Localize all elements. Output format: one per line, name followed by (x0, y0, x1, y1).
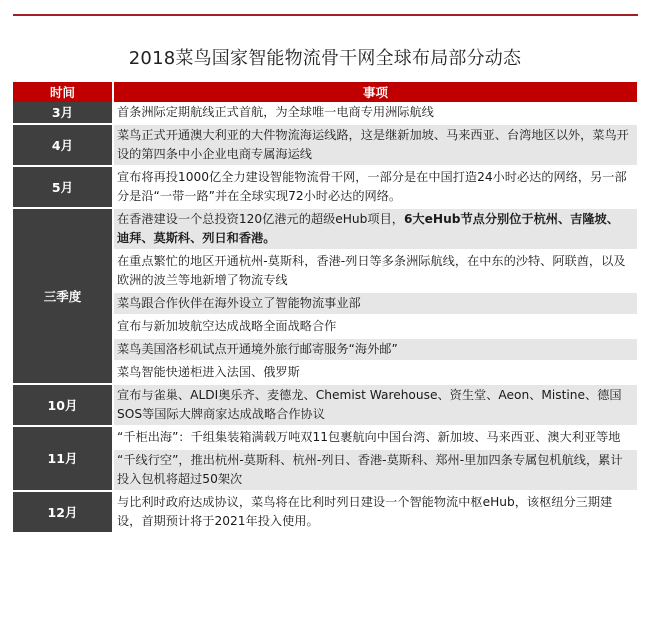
event-cell (113, 361, 637, 384)
timeline-table (13, 82, 637, 534)
time-cell: 4月 (13, 124, 113, 166)
event-cell (113, 124, 637, 166)
event-cell (113, 166, 637, 208)
event-cell (113, 384, 637, 426)
event-cell (113, 315, 637, 338)
event-cell (113, 426, 637, 449)
table-row (13, 426, 637, 449)
event-cell (113, 491, 637, 533)
event-text-bold: 6大eHub节点分别位于杭州、吉隆坡、迪拜、莫斯科、列日和香港。 (117, 212, 619, 245)
event-cell (113, 338, 637, 361)
event-cell (113, 250, 637, 292)
event-text: “千柜出海”：千组集装箱满载万吨双11包裹航向中国台湾、新加坡、马来西亚、澳大利亚等地 (117, 430, 621, 444)
event-text: 菜鸟正式开通澳大利亚的大件物流海运线路，这是继新加坡、马来西亚、台湾地区以外，菜鸟开设的第四条中小企业电商专属海运线 (117, 128, 629, 161)
header-event: 事项 (113, 82, 637, 102)
event-text: 菜鸟美国洛杉矶试点开通境外旅行邮寄服务“海外邮” (117, 342, 398, 356)
event-cell (113, 292, 637, 315)
time-cell: 3月 (13, 102, 113, 124)
event-text: 菜鸟智能快递柜进入法国、俄罗斯 (117, 365, 300, 379)
event-text: 与比利时政府达成协议，菜鸟将在比利时列日建设一个智能物流中枢eHub，该枢纽分三期建设，首期预计将于2021年投入使用。 (117, 495, 613, 528)
event-text: 在重点繁忙的地区开通杭州-莫斯科，香港-列日等多条洲际航线，在中东的沙特、阿联酋，以及欧洲的波兰等地新增了物流专线 (117, 254, 626, 287)
event-text: 菜鸟跟合作伙伴在海外设立了智能物流事业部 (117, 296, 361, 310)
table-row (13, 384, 637, 426)
table-row (13, 491, 637, 533)
event-text: 首条洲际定期航线正式首航，为全球唯一电商专用洲际航线 (117, 105, 434, 119)
event-text: 宣布与新加坡航空达成战略全面战略合作 (117, 319, 337, 333)
event-text: 宣布与雀巢、ALDI奥乐齐、麦德龙、Chemist Warehouse、资生堂、Aeon、Mistine、德国SOS等国际大牌商家达成战略合作协议 (117, 388, 622, 421)
table-row (13, 102, 637, 124)
header-time: 时间 (13, 82, 113, 102)
time-cell: 三季度 (13, 208, 113, 384)
table-row (13, 208, 637, 250)
event-cell (113, 102, 637, 124)
table-row (13, 166, 637, 208)
time-cell: 10月 (13, 384, 113, 426)
page-title: 2018菜鸟国家智能物流骨干网全球布局部分动态 (128, 48, 522, 69)
event-cell (113, 208, 637, 250)
event-text: 在香港建设一个总投资120亿港元的超级eHub项目， (117, 212, 404, 226)
event-text: 宣布将再投1000亿全力建设智能物流骨干网，一部分是在中国打造24小时必达的网络，另一部分是沿“一带一路”并在全球实现72小时必达的网络。 (117, 170, 627, 203)
time-cell: 11月 (13, 426, 113, 491)
time-cell: 5月 (13, 166, 113, 208)
time-cell: 12月 (13, 491, 113, 533)
event-text: “千线行空”，推出杭州-莫斯科、杭州-列日、香港-莫斯科、郑州-里加四条专属包机航线，累计投入包机将超过50架次 (117, 453, 623, 486)
table-header-row (13, 82, 637, 102)
table-row (13, 124, 637, 166)
event-cell (113, 449, 637, 491)
table-body (13, 102, 637, 533)
top-rule (13, 14, 638, 16)
